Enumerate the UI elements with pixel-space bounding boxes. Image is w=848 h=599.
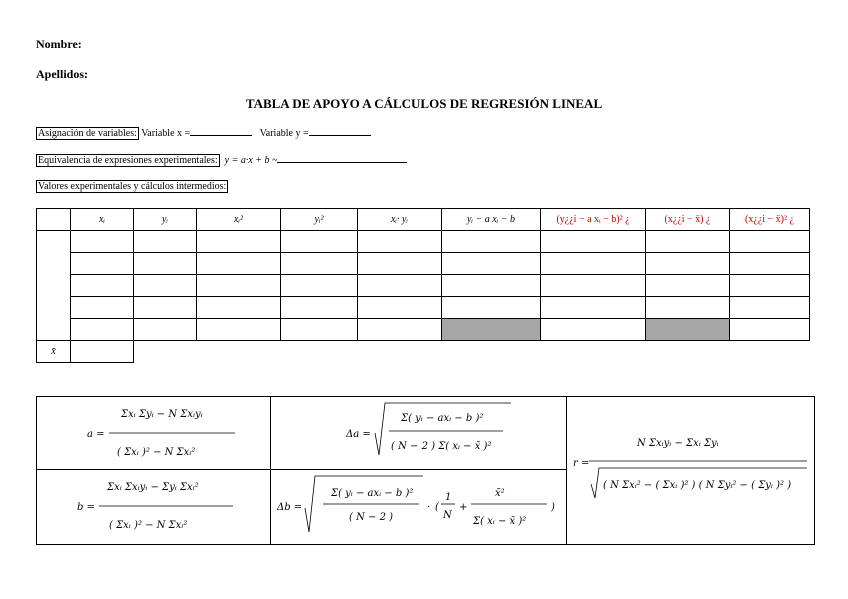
- total-cell[interactable]: [71, 319, 134, 341]
- cell[interactable]: [646, 253, 730, 275]
- cell[interactable]: [541, 275, 646, 297]
- formula-r: [567, 397, 815, 545]
- mean-label: x̄: [37, 341, 71, 363]
- svg-text:Δa =: Δa =: [346, 429, 371, 440]
- variable-x-label: Variable x =: [141, 128, 191, 139]
- cell[interactable]: [541, 231, 646, 253]
- svg-text:Σ( xᵢ − x̄ )²: Σ( xᵢ − x̄ )²: [473, 516, 527, 527]
- svg-text:Σ( yᵢ − axᵢ − b )²: Σ( yᵢ − axᵢ − b )²: [401, 413, 484, 424]
- table-row: [37, 253, 810, 275]
- svg-text:N: N: [443, 510, 452, 521]
- variable-assignment-row: [36, 126, 371, 139]
- header-x-squared: xᵢ²: [197, 209, 281, 231]
- total-cell[interactable]: [281, 319, 358, 341]
- expression-equivalence-box: Equivalencia de expresiones experimentales:: [38, 155, 218, 166]
- cell[interactable]: [281, 253, 358, 275]
- header-x-deviation: (x¿¿i − x̄) ¿: [646, 209, 730, 231]
- expression-equivalence-blank[interactable]: [277, 153, 407, 163]
- svg-text:N Σxᵢyᵢ − Σxᵢ Σyᵢ: N Σxᵢyᵢ − Σxᵢ Σyᵢ: [637, 437, 719, 449]
- cell[interactable]: [358, 297, 442, 319]
- total-cell[interactable]: [541, 319, 646, 341]
- cell[interactable]: [730, 275, 810, 297]
- cell[interactable]: [442, 253, 541, 275]
- experimental-values-row: [36, 181, 228, 192]
- table-row: [37, 297, 810, 319]
- cell[interactable]: [134, 275, 197, 297]
- empty-space: [134, 341, 810, 363]
- cell[interactable]: [646, 275, 730, 297]
- name-label: Nombre:: [36, 37, 82, 51]
- svg-text:x̄²: x̄²: [495, 488, 505, 499]
- variable-y-blank[interactable]: [309, 126, 371, 136]
- formula-delta-a: [271, 397, 567, 470]
- cell[interactable]: [71, 253, 134, 275]
- shaded-cell: [442, 319, 541, 341]
- cell[interactable]: [730, 297, 810, 319]
- svg-text:b =: b =: [77, 502, 95, 513]
- header-y: yᵢ: [134, 209, 197, 231]
- total-cell[interactable]: [197, 319, 281, 341]
- cell[interactable]: [358, 275, 442, 297]
- expression-equivalence-row: [36, 153, 407, 166]
- cell[interactable]: [197, 253, 281, 275]
- mean-cell[interactable]: [71, 341, 134, 363]
- svg-text:Σxᵢ Σxᵢyᵢ − Σyᵢ Σxᵢ²: Σxᵢ Σxᵢyᵢ − Σyᵢ Σxᵢ²: [107, 482, 199, 493]
- svg-text:(: (: [435, 502, 439, 513]
- cell[interactable]: [442, 275, 541, 297]
- shaded-cell: [646, 319, 730, 341]
- table-row: [37, 231, 810, 253]
- formulas-table: [36, 396, 815, 545]
- surname-label: Apellidos:: [36, 67, 89, 81]
- total-cell[interactable]: [134, 319, 197, 341]
- cell[interactable]: [134, 297, 197, 319]
- cell[interactable]: [442, 231, 541, 253]
- svg-text:1: 1: [445, 492, 452, 503]
- totals-row: [37, 319, 810, 341]
- cell[interactable]: [197, 231, 281, 253]
- formula-delta-b: [271, 470, 567, 545]
- svg-text:( N − 2 ) Σ( xᵢ − x̄ )²: ( N − 2 ) Σ( xᵢ − x̄ )²: [391, 441, 492, 452]
- cell[interactable]: [197, 275, 281, 297]
- cell[interactable]: [71, 231, 134, 253]
- cell[interactable]: [281, 275, 358, 297]
- cell[interactable]: [134, 253, 197, 275]
- formula-a: [37, 397, 271, 470]
- cell[interactable]: [730, 231, 810, 253]
- total-cell[interactable]: [730, 319, 810, 341]
- header-x-deviation-squared: (x¿¿i − x̄)² ¿: [730, 209, 810, 231]
- cell[interactable]: [134, 231, 197, 253]
- variable-x-blank[interactable]: [190, 126, 252, 136]
- variable-y-label: Variable y =: [259, 128, 309, 139]
- svg-text:Σ( yᵢ − axᵢ − b )²: Σ( yᵢ − axᵢ − b )²: [331, 488, 414, 499]
- experimental-values-box: Valores experimentales y cálculos intermedios:: [38, 181, 227, 192]
- header-x: xᵢ: [71, 209, 134, 231]
- svg-text:Σxᵢ Σyᵢ − N Σxᵢyᵢ: Σxᵢ Σyᵢ − N Σxᵢyᵢ: [121, 409, 203, 420]
- svg-text:Δb =: Δb =: [277, 502, 303, 513]
- expression-equivalence-formula: y = a·x + b ~: [224, 155, 278, 166]
- header-residual-squared: (y¿¿i − a xᵢ − b)² ¿: [541, 209, 646, 231]
- regression-table: [36, 208, 810, 363]
- cell[interactable]: [646, 297, 730, 319]
- svg-text:a =: a =: [87, 429, 105, 440]
- total-cell[interactable]: [358, 319, 442, 341]
- page-title: TABLA DE APOYO A CÁLCULOS DE REGRESIÓN LINEAL: [245, 96, 603, 111]
- cell[interactable]: [197, 297, 281, 319]
- svg-text:( Σxᵢ )² − N Σxᵢ²: ( Σxᵢ )² − N Σxᵢ²: [109, 520, 188, 531]
- svg-text:( N − 2 ): ( N − 2 ): [349, 512, 394, 523]
- cell[interactable]: [541, 297, 646, 319]
- cell[interactable]: [71, 297, 134, 319]
- header-residual: yᵢ − a xᵢ − b: [442, 209, 541, 231]
- formula-b: [37, 470, 271, 545]
- cell[interactable]: [281, 297, 358, 319]
- variable-assignment-box: Asignación de variables:: [38, 128, 137, 139]
- mean-row: [37, 341, 810, 363]
- cell[interactable]: [358, 253, 442, 275]
- row-index-cell: [37, 231, 71, 341]
- corner-cell: [37, 209, 71, 231]
- svg-text:·: ·: [427, 502, 431, 513]
- cell[interactable]: [281, 231, 358, 253]
- svg-text:+: +: [459, 502, 468, 513]
- cell[interactable]: [442, 297, 541, 319]
- cell[interactable]: [71, 275, 134, 297]
- table-row: [37, 275, 810, 297]
- svg-text:r =: r =: [573, 457, 590, 469]
- svg-text:( N Σxᵢ² − ( Σxᵢ )² ) ( N Σyᵢ²: ( N Σxᵢ² − ( Σxᵢ )² ) ( N Σyᵢ² − ( Σyᵢ )² ): [603, 479, 792, 491]
- cell[interactable]: [358, 231, 442, 253]
- svg-text:): ): [551, 502, 555, 513]
- cell[interactable]: [646, 231, 730, 253]
- cell[interactable]: [541, 253, 646, 275]
- header-xy: xᵢ· yᵢ: [358, 209, 442, 231]
- cell[interactable]: [730, 253, 810, 275]
- header-y-squared: yᵢ²: [281, 209, 358, 231]
- svg-text:( Σxᵢ )² − N Σxᵢ²: ( Σxᵢ )² − N Σxᵢ²: [117, 447, 196, 458]
